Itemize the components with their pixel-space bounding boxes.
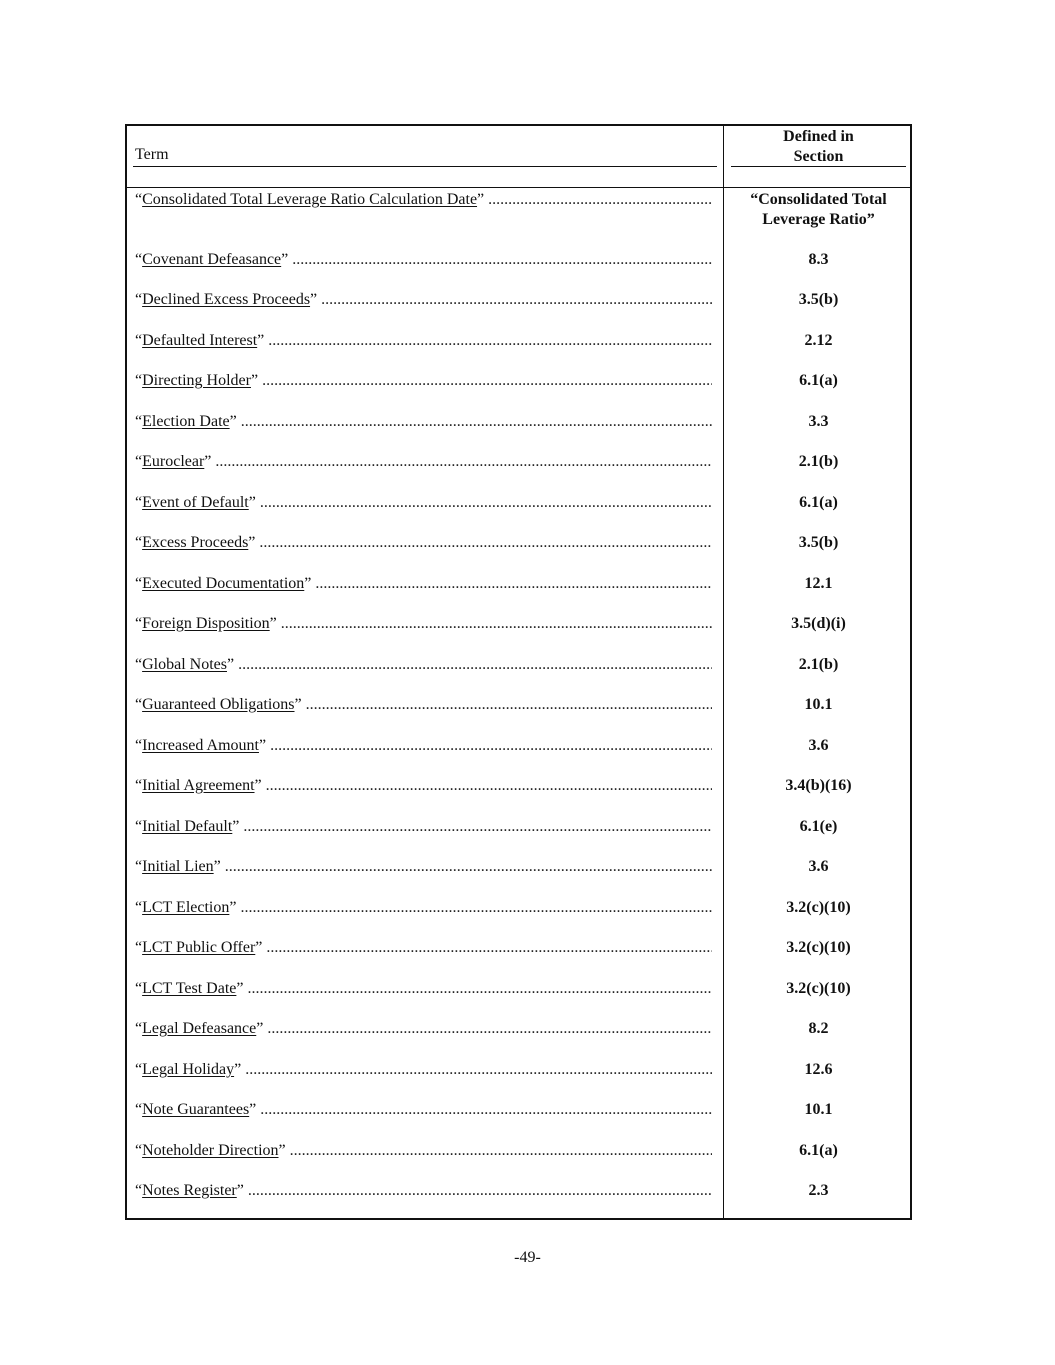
section-ref: 3.5(b) xyxy=(798,291,839,308)
table-row xyxy=(0,817,1055,841)
term-text: Initial Agreement xyxy=(142,777,255,794)
term-header-rule xyxy=(133,166,717,167)
section-ref: 2.1(b) xyxy=(798,453,839,470)
page-number: -49- xyxy=(514,1249,541,1266)
term-entry: “LCT Public Offer” ..... xyxy=(135,938,712,958)
table-row xyxy=(0,695,1055,719)
term-text: Guaranteed Obligations xyxy=(142,696,295,713)
table-row xyxy=(0,1141,1055,1165)
term-entry: “Initial Lien” ..... xyxy=(135,857,712,877)
term-entry: “Declined Excess Proceeds” ..... xyxy=(135,290,712,310)
section-ref: 3.2(c)(10) xyxy=(786,980,851,997)
table-row xyxy=(0,250,1055,274)
term-entry: “Global Notes” ..... xyxy=(135,655,712,675)
table-row xyxy=(0,1181,1055,1205)
term-entry: “Noteholder Direction” ..... xyxy=(135,1141,712,1161)
term-entry: “Covenant Defeasance” ..... xyxy=(135,250,712,270)
table-row xyxy=(0,412,1055,436)
term-text: Foreign Disposition xyxy=(142,615,270,632)
table-row xyxy=(0,938,1055,962)
term-entry: “Legal Defeasance” ..... xyxy=(135,1019,712,1039)
term-text: Covenant Defeasance xyxy=(142,251,282,268)
term-text: Initial Default xyxy=(142,818,233,835)
term-text: Noteholder Direction xyxy=(142,1142,279,1159)
table-row xyxy=(0,1100,1055,1124)
section-column-header xyxy=(731,127,906,167)
table-row xyxy=(0,857,1055,881)
term-entry: “Directing Holder” ..... xyxy=(135,371,712,391)
section-ref: 3.2(c)(10) xyxy=(786,899,851,916)
term-entry: “Excess Proceeds” ..... xyxy=(135,533,712,553)
term-text: Excess Proceeds xyxy=(142,534,249,551)
section-ref: 3.3 xyxy=(808,413,829,430)
term-entry: “Executed Documentation” ..... xyxy=(135,574,712,594)
section-ref: 2.3 xyxy=(808,1182,829,1199)
term-column-header: Term xyxy=(135,146,169,163)
term-entry: “Notes Register” ..... xyxy=(135,1181,712,1201)
term-entry: “Note Guarantees” ..... xyxy=(135,1100,712,1120)
term-entry: “LCT Test Date” ..... xyxy=(135,979,712,999)
term-text: Declined Excess Proceeds xyxy=(142,291,311,308)
section-ref: 6.1(a) xyxy=(799,372,838,389)
term-text: Note Guarantees xyxy=(142,1101,250,1118)
section-header-line1: Defined in xyxy=(783,128,854,145)
section-ref: 3.4(b)(16) xyxy=(785,777,852,794)
table-row xyxy=(0,1060,1055,1084)
term-text: Initial Lien xyxy=(142,858,214,875)
section-ref: 3.6 xyxy=(808,737,829,754)
header-separator xyxy=(126,187,912,188)
term-entry: “Initial Default” ..... xyxy=(135,817,712,837)
table-row xyxy=(0,452,1055,476)
section-header-line2: Section xyxy=(793,148,844,165)
term-text: Election Date xyxy=(142,413,230,430)
section-ref xyxy=(731,190,906,230)
section-header-rule xyxy=(731,166,906,167)
table-row xyxy=(0,371,1055,395)
term-text: LCT Election xyxy=(142,899,230,916)
term-entry: “Guaranteed Obligations” ..... xyxy=(135,695,712,715)
term-text: Event of Default xyxy=(142,494,249,511)
term-text: Consolidated Total Leverage Ratio Calculation Date xyxy=(142,191,478,208)
section-ref: 6.1(a) xyxy=(799,1142,838,1159)
term-text: Legal Defeasance xyxy=(142,1020,257,1037)
section-ref-line2: Leverage Ratio” xyxy=(762,211,875,228)
section-ref: 8.3 xyxy=(808,251,829,268)
term-entry: “Increased Amount” ..... xyxy=(135,736,712,756)
term-entry: “Legal Holiday” ..... xyxy=(135,1060,712,1080)
term-text: Legal Holiday xyxy=(142,1061,235,1078)
section-ref: 10.1 xyxy=(804,696,833,713)
term-entry: “Event of Default” ..... xyxy=(135,493,712,513)
table-row xyxy=(0,533,1055,557)
term-text: Increased Amount xyxy=(142,737,259,754)
term-entry: “Consolidated Total Leverage Ratio Calculation Date” ..... xyxy=(135,190,712,210)
section-ref: 3.2(c)(10) xyxy=(786,939,851,956)
table-row xyxy=(0,614,1055,638)
section-ref: 2.1(b) xyxy=(798,656,839,673)
term-text: Executed Documentation xyxy=(142,575,305,592)
table-row xyxy=(0,736,1055,760)
term-text: Directing Holder xyxy=(142,372,251,389)
term-entry: “Defaulted Interest” ..... xyxy=(135,331,712,351)
term-text: Euroclear xyxy=(142,453,205,470)
term-entry: “Election Date” ..... xyxy=(135,412,712,432)
term-entry: “Euroclear” ..... xyxy=(135,452,712,472)
section-ref: 6.1(e) xyxy=(799,818,838,835)
term-entry: “Initial Agreement” ..... xyxy=(135,776,712,796)
section-ref: 10.1 xyxy=(804,1101,833,1118)
term-text: LCT Public Offer xyxy=(142,939,256,956)
section-ref: 3.6 xyxy=(808,858,829,875)
table-row xyxy=(0,898,1055,922)
section-ref: 3.5(b) xyxy=(798,534,839,551)
table-row xyxy=(0,979,1055,1003)
section-ref: 8.2 xyxy=(808,1020,829,1037)
table-row xyxy=(0,331,1055,355)
term-text: Notes Register xyxy=(142,1182,237,1199)
section-ref: 12.1 xyxy=(804,575,833,592)
section-ref: 2.12 xyxy=(804,332,833,349)
term-text: LCT Test Date xyxy=(142,980,237,997)
table-row xyxy=(0,574,1055,598)
table-row xyxy=(0,493,1055,517)
section-ref: 3.5(d)(i) xyxy=(791,615,846,632)
term-entry: “Foreign Disposition” ..... xyxy=(135,614,712,634)
table-row xyxy=(0,290,1055,314)
term-text: Defaulted Interest xyxy=(142,332,258,349)
table-row xyxy=(0,655,1055,679)
table-row xyxy=(0,1019,1055,1043)
section-ref-line1: “Consolidated Total xyxy=(750,191,887,208)
term-entry: “LCT Election” ..... xyxy=(135,898,712,918)
section-ref: 12.6 xyxy=(804,1061,833,1078)
section-ref: 6.1(a) xyxy=(799,494,838,511)
table-row xyxy=(0,776,1055,800)
table-row xyxy=(0,190,1055,228)
term-text: Global Notes xyxy=(142,656,227,673)
